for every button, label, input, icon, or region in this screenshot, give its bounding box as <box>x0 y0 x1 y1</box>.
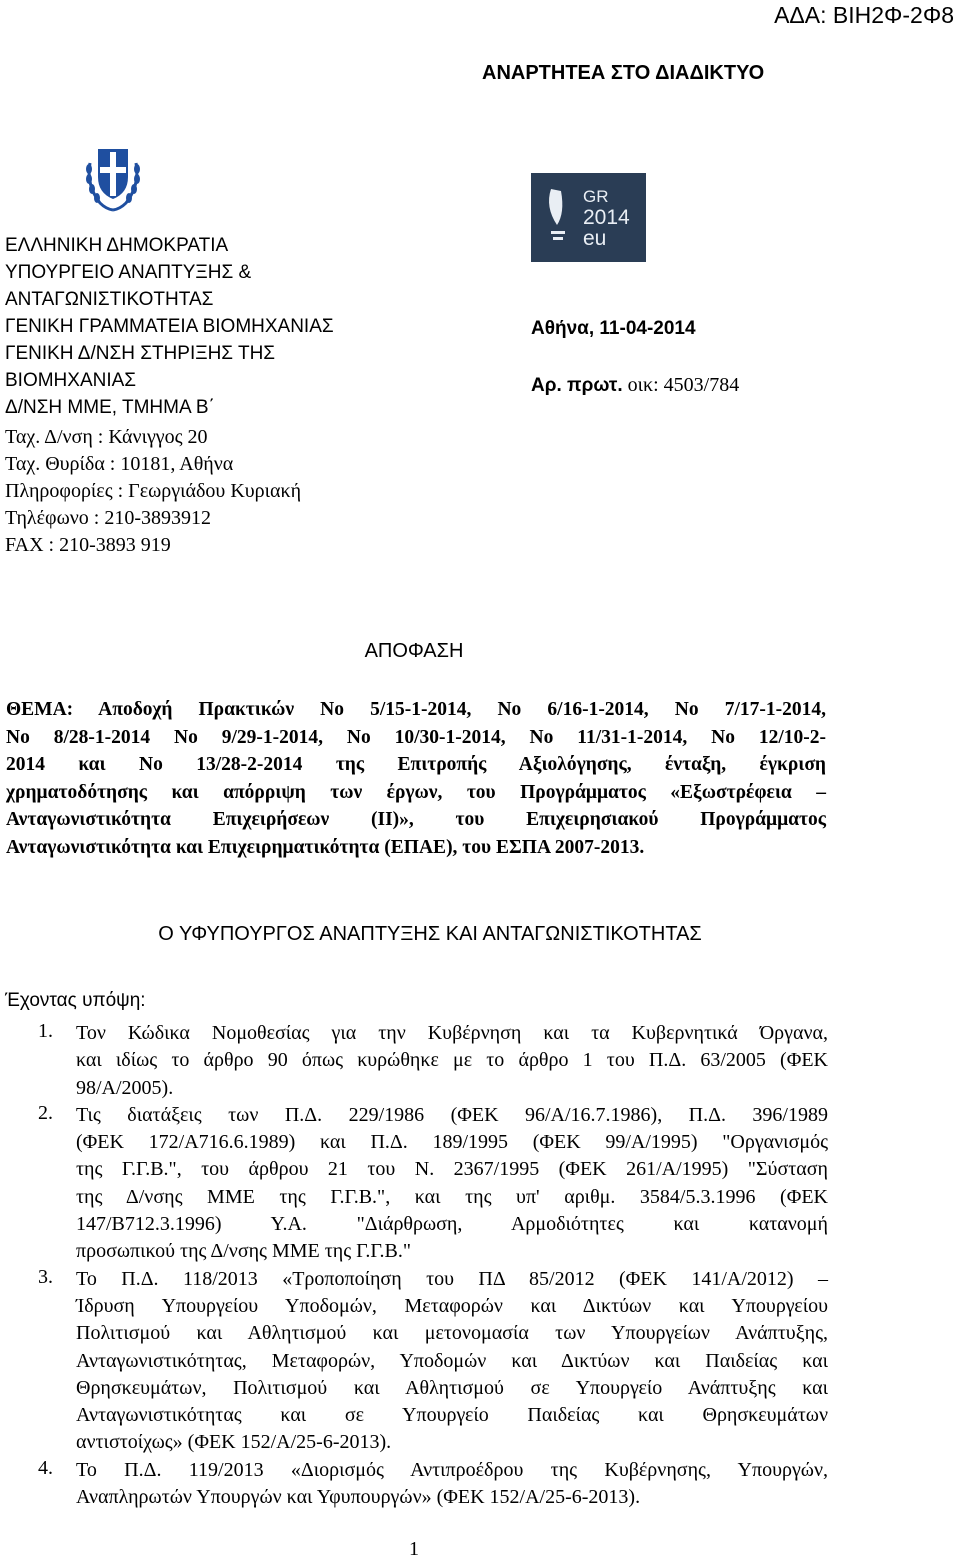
list-item <box>0 1020 828 1102</box>
document-date: Αθήνα, 11-04-2014 <box>531 318 696 339</box>
item-line: προσωπικού της Δ/νσης ΜΜΕ της Γ.Γ.Β." <box>76 1240 411 1263</box>
subject-line: 2014 και Νο 13/28-2-2014 της Επιτροπής Αξιολόγησης, ένταξη, έγκριση <box>6 754 826 775</box>
item-line: της Δ/νσης ΜΜΕ της Γ.Γ.Β.", και της υπ' αριθμ. 3584/5.3.1996 (ΦΕΚ <box>76 1185 828 1208</box>
protocol-value: οικ: 4503/784 <box>622 374 740 396</box>
item-number: 2. <box>38 1101 53 1124</box>
subject-line: χρηματοδότησης και απόρριψη των έργων, του Προγράμματος «Εξωστρέφεια – <box>6 781 826 803</box>
considerations-list <box>0 1020 828 1511</box>
item-line: Τις διατάξεις των Π.Δ. 229/1986 (ΦΕΚ 96/Α/16.7.1986), Π.Δ. 396/1989 <box>76 1103 828 1126</box>
issuer-line: ΒΙΟΜΗΧΑΝΙΑΣ <box>5 370 137 391</box>
item-line: Ανταγωνιστικότητας και σε Υπουργείο Παιδείας και Θρησκευμάτων <box>76 1404 828 1427</box>
decision-title: ΑΠΟΦΑΣΗ <box>364 640 464 662</box>
issuer-line: ΓΕΝΙΚΗ ΓΡΑΜΜΑΤΕΙΑ ΒΙΟΜΗΧΑΝΙΑΣ <box>5 316 334 337</box>
logo-line-3: eu <box>583 227 607 250</box>
item-line: αντιστοίχως» (ΦΕΚ 152/Α/25-6-2013). <box>76 1431 392 1454</box>
item-line: Το Π.Δ. 118/2013 «Τροποποίηση του ΠΔ 85/2012 (ΦΕΚ 141/Α/2012) – <box>76 1267 828 1290</box>
issuer-line: Δ/ΝΣΗ ΜΜΕ, ΤΜΗΜΑ Β΄ <box>5 397 215 418</box>
list-item <box>0 1266 828 1457</box>
contact-fax: FAX : 210-3893 919 <box>5 534 171 556</box>
publish-note: ΑΝΑΡΤΗΤΕΑ ΣΤΟ ΔΙΑΔΙΚΤΥΟ <box>482 62 765 84</box>
issuer-line: ΥΠΟΥΡΓΕΙΟ ΑΝΑΠΤΥΞΗΣ & <box>5 262 252 283</box>
item-line: της Γ.Γ.Β.", του άρθρου 21 του Ν. 2367/1995 (ΦΕΚ 261/Α/1995) "Σύσταση <box>76 1158 828 1181</box>
contact-block <box>5 424 301 559</box>
page-number: 1 <box>409 1538 419 1560</box>
item-line: Ανταγωνιστικότητας, Μεταφορών, Υποδομών και Δικτύων και Παιδείας και <box>76 1349 828 1372</box>
contact-po-box: Ταχ. Θυρίδα : 10181, Αθήνα <box>5 453 234 475</box>
list-item <box>0 1457 828 1512</box>
item-line: Το Π.Δ. 119/2013 «Διορισμός Αντιπροέδρου της Κυβέρνησης, Υπουργών, <box>76 1458 828 1481</box>
issuer-line: ΕΛΛΗΝΙΚΗ ΔΗΜΟΚΡΑΤΙΑ <box>5 235 229 256</box>
subject-line: ΘΕΜΑ: Αποδοχή Πρακτικών Νο 5/15-1-2014, Νο 6/16-1-2014, Νο 7/17-1-2014, <box>6 699 826 720</box>
considering-label: Έχοντας υπόψη: <box>5 990 146 1011</box>
item-number: 1. <box>38 1020 53 1042</box>
item-line: Θρησκευμάτων, Πολιτισμού και Αθλητισμού σε Υπουργείο Ανάπτυξης και <box>76 1376 828 1399</box>
issuer-line: ΓΕΝΙΚΗ Δ/ΝΣΗ ΣΤΗΡΙΞΗΣ ΤΗΣ <box>5 343 276 364</box>
ada-code: ΑΔΑ: ΒΙΗ2Φ-2Φ8 <box>774 2 954 28</box>
espa-logo <box>531 173 646 262</box>
list-item <box>0 1102 828 1266</box>
item-line: Πολιτισμού και Αθλητισμού και μετονομασία των Υπουργείων Ανάπτυξης, <box>76 1322 828 1345</box>
issuer-block <box>5 232 334 421</box>
issuer-line: ΑΝΤΑΓΩΝΙΣΤΙΚΟΤΗΤΑΣ <box>5 289 214 310</box>
item-line: 98/Α/2005). <box>76 1076 174 1099</box>
logo-line-1: GR <box>583 187 609 206</box>
item-line: (ΦΕΚ 172/Α716.6.1989) και Π.Δ. 189/1995 (ΦΕΚ 99/Α/1995) "Οργανισμός <box>76 1131 828 1154</box>
item-number: 3. <box>38 1265 53 1288</box>
item-line: Ίδρυση Υπουργείου Υποδομών, Μεταφορών και Δικτύων και Υπουργείου <box>76 1294 828 1317</box>
protocol-label: Αρ. πρωτ. <box>531 375 623 396</box>
logo-line-2: 2014 <box>583 206 630 229</box>
subject-line: Ανταγωνιστικότητα και Επιχειρηματικότητα (ΕΠΑΕ), του ΕΣΠΑ 2007-2013. <box>6 836 645 858</box>
item-line: Αναπληρωτών Υπουργών και Υφυπουργών» (ΦΕΚ 152/Α/25-6-2013). <box>76 1486 641 1509</box>
protocol-number <box>531 374 739 397</box>
item-line: και ιδίως το άρθρο 90 όπως κυρώθηκε με το άρθρο 1 του Π.Δ. 63/2005 (ΦΕΚ <box>76 1049 828 1072</box>
minister-title: Ο ΥΦΥΠΟΥΡΓΟΣ ΑΝΑΠΤΥΞΗΣ ΚΑΙ ΑΝΤΑΓΩΝΙΣΤΙΚΟΤΗΤΑΣ <box>158 923 702 945</box>
contact-address: Ταχ. Δ/νση : Κάνιγγος 20 <box>5 426 208 448</box>
contact-phone: Τηλέφωνο : 210-3893912 <box>5 507 211 529</box>
subject-line: Νο 8/28-1-2014 Νο 9/29-1-2014, Νο 10/30-1-2014, Νο 11/31-1-2014, Νο 12/10-2- <box>6 726 826 748</box>
greek-emblem-icon <box>84 143 142 213</box>
item-line: Τον Κώδικα Νομοθεσίας για την Κυβέρνηση και τα Κυβερνητικά Όργανα, <box>76 1022 828 1044</box>
subject-block <box>6 696 826 861</box>
item-line: 147/Β712.3.1996) Υ.Α. "Διάρθρωση, Αρμοδιότητες και κατανομή <box>76 1213 828 1236</box>
item-number: 4. <box>38 1456 53 1479</box>
subject-line: Ανταγωνιστικότητα Επιχειρήσεων (ΙΙ)», του Επιχειρησιακού Προγράμματος <box>6 809 826 830</box>
contact-info-person: Πληροφορίες : Γεωργιάδου Κυριακή <box>5 480 302 502</box>
